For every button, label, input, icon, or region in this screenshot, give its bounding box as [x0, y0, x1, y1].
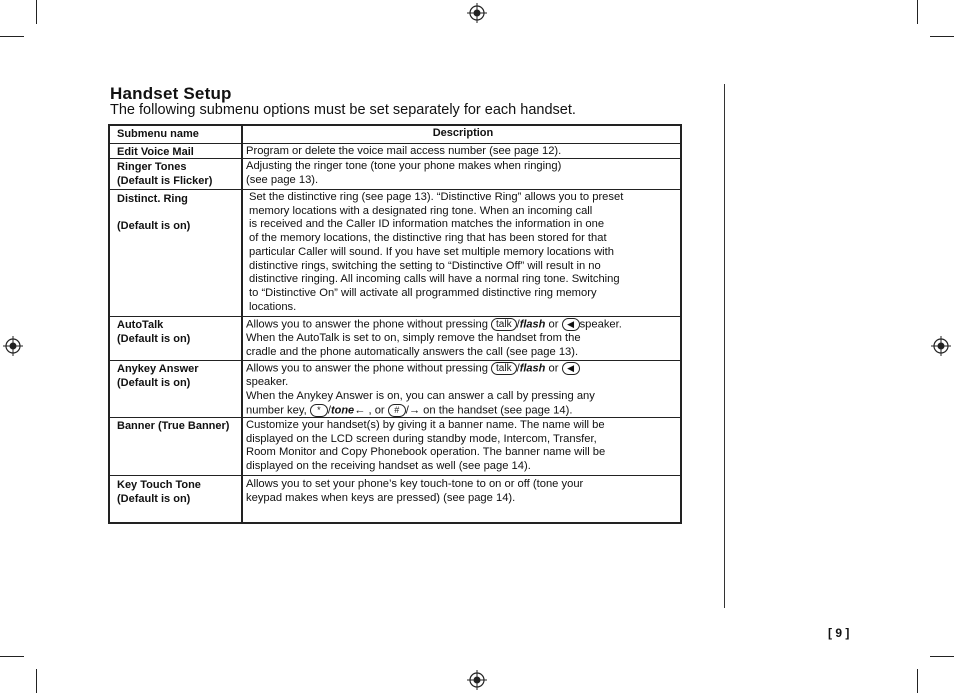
- description-text: or: [548, 318, 559, 331]
- talk-key: talk: [491, 362, 517, 375]
- description-line: displayed on the receiving handset as well (see page 14).: [246, 460, 531, 473]
- hash-key: #: [388, 404, 406, 417]
- description-line: [246, 318, 680, 332]
- description-line: Program or delete the voice mail access number (see page 12).: [246, 145, 562, 157]
- table-row: [110, 476, 680, 522]
- left-arrow-icon: ←: [354, 404, 366, 417]
- description-line: is received and the Caller ID information matches the information in one: [249, 218, 605, 231]
- description-line: Room Monitor and Copy Phonebook operation. The banner name will be: [246, 446, 606, 459]
- submenu-name: [110, 144, 243, 158]
- description-line: displayed on the LCD screen during standby mode, Intercom, Transfer,: [246, 432, 597, 445]
- table-row: [110, 418, 680, 476]
- submenu-default: (Default is Flicker): [117, 175, 213, 187]
- talk-key: talk: [491, 318, 517, 331]
- submenu-description: [243, 418, 680, 475]
- submenu-description: [243, 317, 680, 360]
- submenu-name-line: Ringer Tones: [117, 161, 187, 173]
- crop-mark: [0, 36, 24, 37]
- slash: /: [516, 362, 520, 375]
- slash: /: [327, 404, 331, 417]
- description-text: Allows you to answer the phone without pressing: [246, 318, 488, 331]
- submenu-description: [243, 190, 680, 316]
- submenu-description: [243, 361, 680, 417]
- description-line: Adjusting the ringer tone (tone your phone makes when ringing): [246, 160, 562, 172]
- slash: /: [405, 404, 409, 417]
- submenu-default: (Default is on): [117, 377, 191, 389]
- page-title: Handset Setup: [110, 84, 232, 103]
- description-line: [246, 404, 680, 418]
- crop-mark: [917, 669, 918, 693]
- submenu-name: [110, 361, 243, 417]
- description-line: cradle and the phone automatically answers the call (see page 13).: [246, 345, 579, 358]
- description-line: Set the distinctive ring (see page 13). “Distinctive Ring” allows you to preset: [249, 191, 624, 203]
- right-arrow-icon: →: [408, 404, 421, 417]
- header-description: Description: [432, 127, 494, 139]
- flash-key: flash: [519, 362, 546, 375]
- description-line: [246, 362, 680, 376]
- submenu-description: [243, 159, 680, 189]
- description-line: When the Anykey Answer is on, you can answer a call by pressing any: [246, 389, 595, 402]
- registration-mark-icon: [467, 3, 487, 23]
- description-line: particular Caller will sound. If you have set multiple memory locations with: [249, 245, 614, 258]
- description-text: Allows you to answer the phone without pressing: [246, 362, 488, 375]
- table-header-row: [110, 126, 680, 144]
- submenu-default: (Default is on): [117, 493, 191, 505]
- description-line: memory locations with a designated ring tone. When an incoming call: [249, 204, 593, 217]
- page-subtitle: The following submenu options must be set separately for each handset.: [110, 102, 576, 118]
- description-line: (see page 13).: [246, 173, 319, 186]
- registration-mark-icon: [931, 336, 951, 356]
- crop-mark: [930, 656, 954, 657]
- registration-mark-icon: [3, 336, 23, 356]
- description-line: locations.: [249, 300, 297, 313]
- crop-mark: [36, 0, 37, 24]
- description-line: keypad makes when keys are pressed) (see page 14).: [246, 491, 516, 504]
- submenu-default: (Default is on): [117, 220, 191, 232]
- submenu-name: [110, 159, 243, 189]
- submenu-table: [108, 124, 682, 524]
- submenu-name-line: AutoTalk: [117, 319, 164, 331]
- crop-mark: [917, 0, 918, 24]
- header-submenu-name: Submenu name: [110, 126, 243, 143]
- description-text: or: [548, 362, 559, 375]
- crop-mark: [0, 656, 24, 657]
- description-line: of the memory locations, the distinctive ring that has been stored for that: [249, 232, 607, 245]
- slash: /: [516, 318, 520, 331]
- page-number: [ 9 ]: [828, 626, 850, 640]
- description-text: number key,: [246, 404, 307, 417]
- submenu-name: [110, 476, 243, 522]
- submenu-name: [110, 418, 243, 475]
- registration-mark-icon: [467, 670, 487, 690]
- description-text: speaker.: [579, 318, 622, 331]
- description-line: speaker.: [246, 376, 289, 389]
- description-line: distinctive ringing. All incoming calls will have a normal ring tone. Switching: [249, 273, 620, 286]
- flash-key: flash: [519, 318, 546, 331]
- margin-rule: [724, 84, 725, 608]
- submenu-name-line: Distinct. Ring: [117, 193, 188, 205]
- crop-mark: [36, 669, 37, 693]
- description-line: When the AutoTalk is set to on, simply remove the handset from the: [246, 332, 581, 345]
- table-row: [110, 361, 680, 418]
- description-line: distinctive rings, switching the setting to “Distinctive Off” will result in no: [249, 259, 601, 272]
- description-line: Allows you to set your phone’s key touch-tone to on or off (tone your: [246, 478, 584, 490]
- crop-mark: [930, 36, 954, 37]
- submenu-name: [110, 317, 243, 360]
- table-row: [110, 159, 680, 190]
- submenu-name-line: Key Touch Tone: [117, 479, 201, 491]
- submenu-name: [110, 190, 243, 316]
- table-row: [110, 317, 680, 361]
- submenu-description: [243, 476, 680, 522]
- submenu-name-line: Edit Voice Mail: [117, 146, 194, 158]
- star-key: *: [310, 404, 328, 417]
- speaker-icon: ◀: [562, 362, 580, 375]
- submenu-description: [243, 144, 680, 158]
- table-row: [110, 190, 680, 317]
- submenu-name-line: [117, 206, 241, 219]
- description-line: Customize your handset(s) by giving it a banner name. The name will be: [246, 419, 605, 431]
- description-line: to “Distinctive On” will activate all programmed distinctive ring memory: [249, 286, 597, 299]
- submenu-name-line: Anykey Answer: [117, 363, 199, 375]
- submenu-name-line: Banner (True Banner): [117, 420, 230, 432]
- tone-key: tone: [330, 404, 355, 417]
- table-row: [110, 144, 680, 159]
- speaker-icon: ◀: [562, 318, 580, 331]
- submenu-default: (Default is on): [117, 333, 191, 345]
- description-text: , or: [368, 404, 385, 417]
- description-text: on the handset (see page 14).: [423, 404, 573, 417]
